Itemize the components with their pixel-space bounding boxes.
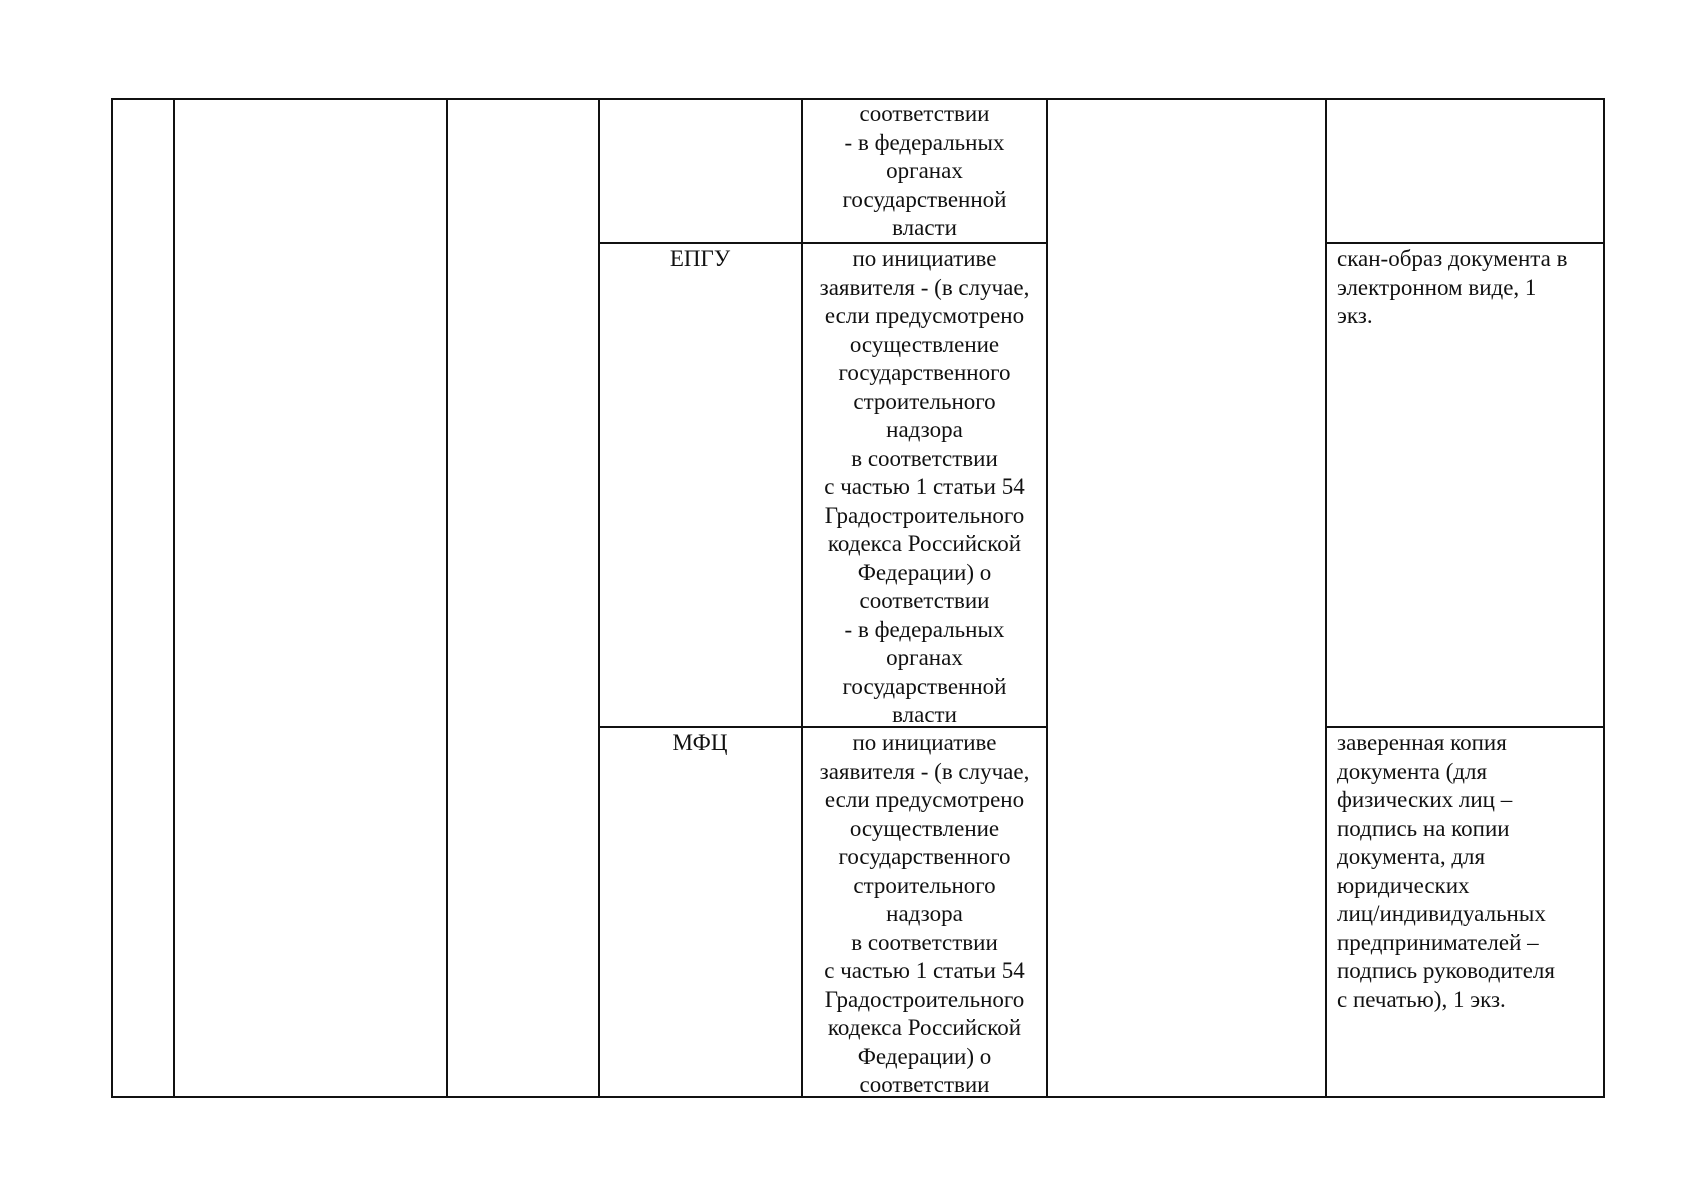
table-border-left [111,99,113,1098]
table-column-divider [173,99,175,1098]
table-border-right [1603,99,1605,1098]
table-cell-channel: МФЦ [672,730,728,755]
table-column-divider [1325,99,1327,1098]
row-divider-1-form [1325,242,1605,244]
table-cell-condition: соответствии - в федеральных органах государственной власти [842,101,1007,240]
row-divider-2-form [1325,726,1605,728]
table-column-divider [446,99,448,1098]
table-cell-condition: по инициативе заявителя - (в случае, если предусмотрено осуществление государственного строительного надзора в соответствии с частью 1 статьи 54 Градостроительного кодекса Российской Федерации) о соответствии - в федеральных органах государственной власти [819,246,1030,727]
table-column-divider [1046,99,1048,1098]
table-cell-condition: по инициативе заявителя - (в случае, если предусмотрено осуществление государственного строительного надзора в соответствии с частью 1 статьи 54 Градостроительного кодекса Российской Федерации) о соответствии [819,730,1030,1097]
table-cell-form: скан-образ документа в электронном виде, 1 экз. [1337,246,1568,328]
table-cell-form: заверенная копия документа (для физических лиц – подпись на копии документа, для юридических лиц/индивидуальных предпринимателей – подпись руководителя с печатью), 1 экз. [1337,730,1555,1012]
table-cell-channel: ЕПГУ [669,246,731,271]
